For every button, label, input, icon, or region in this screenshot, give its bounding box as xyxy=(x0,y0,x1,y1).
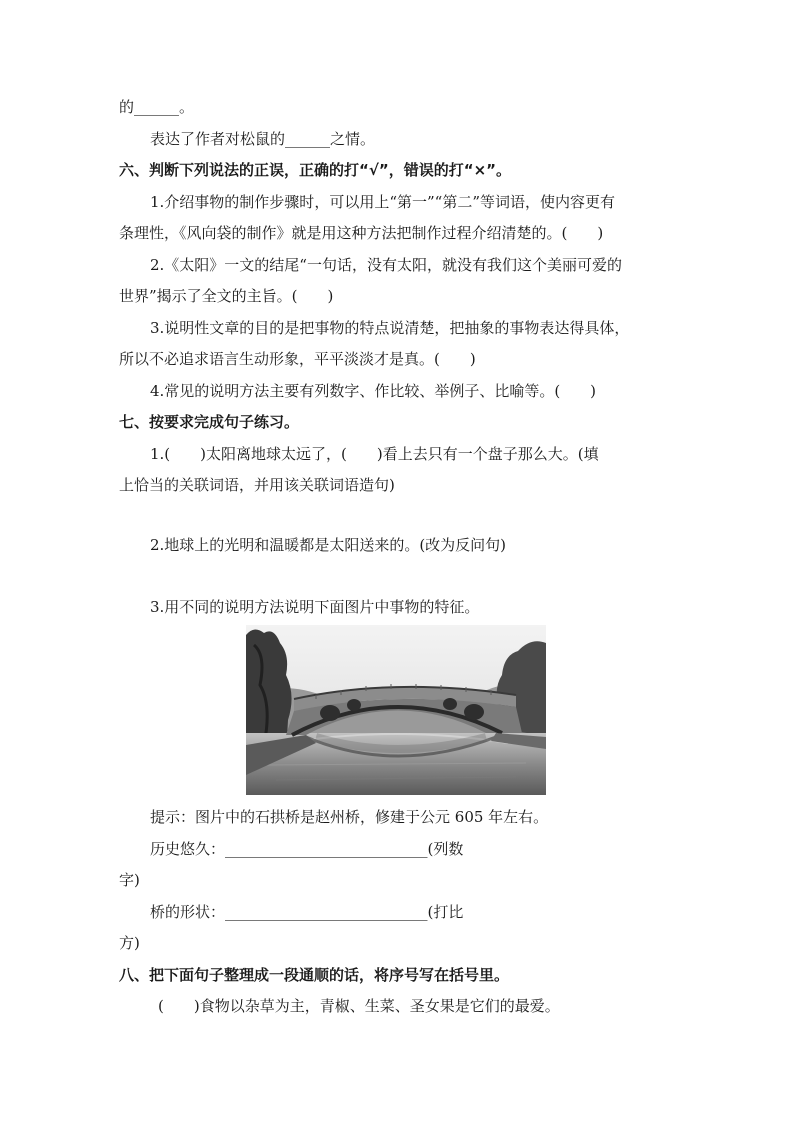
shape-answer-line-cont: 方) xyxy=(119,934,140,952)
history-answer-line: 历史悠久：___________________________(列数 xyxy=(150,840,464,858)
answer-line-1: 的______。 xyxy=(119,98,195,116)
question-8-1: ( )食物以杂草为主，青椒、生菜、圣女果是它们的最爱。 xyxy=(158,997,560,1015)
shape-answer-line: 桥的形状：___________________________(打比 xyxy=(150,903,464,921)
question-6-1-cont: 条理性，《风向袋的制作》就是用这种方法把制作过程介绍清楚的。( ) xyxy=(119,224,604,242)
question-6-2-cont: 世界”揭示了全文的主旨。( ) xyxy=(119,287,334,305)
section-6-heading: 六、判断下列说法的正误，正确的打“√”，错误的打“×”。 xyxy=(119,161,512,179)
question-7-1-cont: 上恰当的关联词语，并用该关联词语造句) xyxy=(119,476,395,494)
question-7-3: 3.用不同的说明方法说明下面图片中事物的特征。 xyxy=(150,598,480,616)
section-7-heading: 七、按要求完成句子练习。 xyxy=(119,413,300,431)
zhaozhou-bridge-photo xyxy=(246,625,546,795)
section-8-heading: 八、把下面句子整理成一段通顺的话，将序号写在括号里。 xyxy=(119,966,510,984)
question-7-2: 2.地球上的光明和温暖都是太阳送来的。(改为反问句) xyxy=(150,536,507,554)
tip-text: 提示：图片中的石拱桥是赵州桥，修建于公元 605 年左右。 xyxy=(150,808,549,826)
question-7-1: 1.( )太阳离地球太远了，( )看上去只有一个盘子那么大。(填 xyxy=(150,445,599,463)
question-6-4: 4.常见的说明方法主要有列数字、作比较、举例子、比喻等。( ) xyxy=(150,382,597,400)
question-6-3-cont: 所以不必追求语言生动形象，平平淡淡才是真。( ) xyxy=(119,350,476,368)
question-6-3: 3.说明性文章的目的是把事物的特点说清楚，把抽象的事物表达得具体， xyxy=(150,319,630,337)
question-6-1: 1.介绍事物的制作步骤时，可以用上“第一”“第二”等词语，使内容更有 xyxy=(150,193,615,211)
history-answer-line-cont: 字) xyxy=(119,871,140,889)
question-6-2: 2.《太阳》一文的结尾“一句话，没有太阳，就没有我们这个美丽可爱的 xyxy=(150,256,622,274)
answer-line-2: 表达了作者对松鼠的______之情。 xyxy=(150,130,376,148)
